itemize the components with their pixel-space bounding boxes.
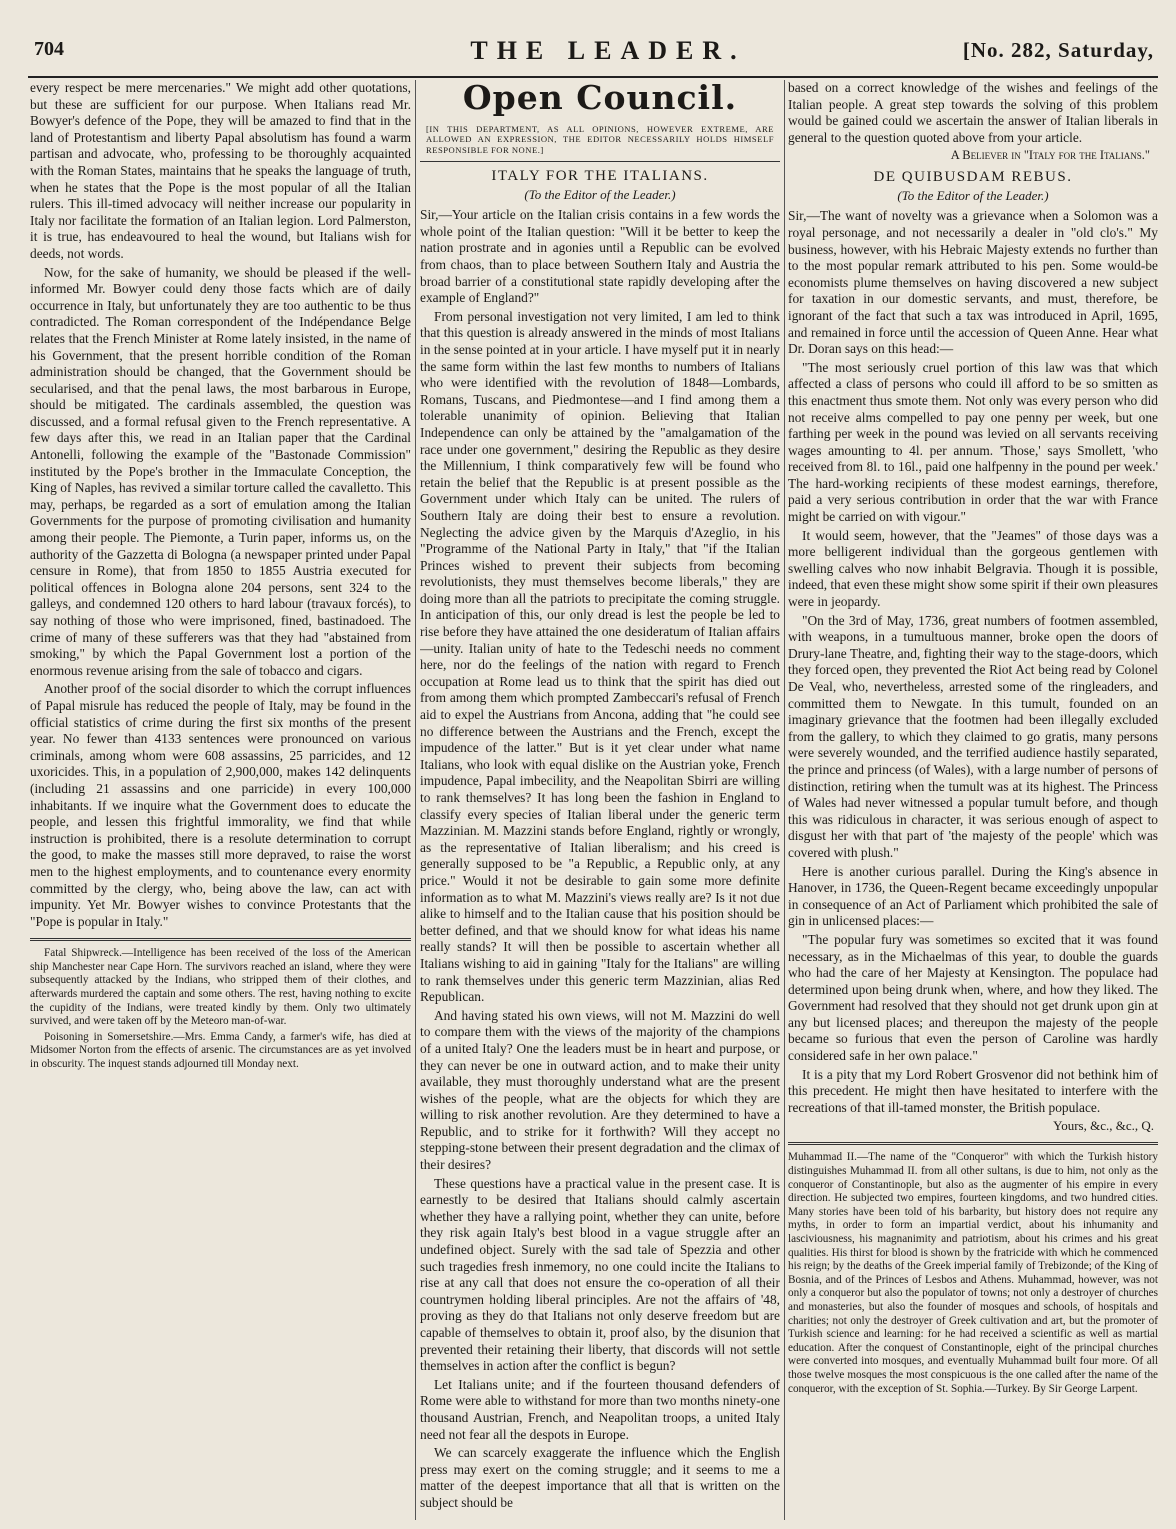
article-paragraph: Sir,—The want of novelty was a grievance when a Solomon was a royal personage, and not necessarily a dealer in "old clo's." My business, however, with his Hebraic Majesty extends no further than to the most popular remark attributed to his pen. Some would-be economists plume themselves on having discovered a new subject for taxation in our domestic servants, and must, therefore, be ignorant of the fact that such a tax was introduced in April, 1695, and remained in force until the accession of Queen Anne. Hear what Dr. Doran says on this head:— [788, 208, 1158, 357]
article-paragraph: From personal investigation not very limited, I am led to think that this question is already answered in the minds of most Italians in the sense pointed at in your article. I have myself put it in nearly the same form within the last few months to numbers of Italians who were identified with the revolution of 1848—Lombards, Romans, Tuscans, and Piedmontese—and I find among them a tolerable unanimity of opinion. Believing that Italian Independence can only be attained by the "amalgamation of the race under one government," desiring the Republic as they desire the Millennium, I think comparatively few will be found who retain the belief that the Republic is at present possible as the Government under which Italy can be united. The rulers of Southern Italy are doing their best to ensure a revolution. Neglecting the advice given by the Marquis d'Azeglio, in his "Programme of the National Party in Italy," that "if the Italian Princes wished to prevent their subjects from becoming revolutionists, they must themselves become liberals," they are doing more than all the patriots to precipitate the coming struggle. In anticipation of this, our only dread is lest the people be led to rise before they have attained the one desideratum of Italian affairs—unity. Italian unity of hate to the Tedeschi needs no comment here, nor do the feelings of the nation with regard to French occupation at Rome lead us to think that the spirit has died out from among them which prompted Zambeccari's refusal of French aid to expel the Austrians from Ancona, adding that "he could see no difference between the Austrians and the French, except the impudence of the latter." But is it yet clear under what name Italians, who look with equal dislike on the Austrian yoke, French impudence, Papal imbecility, and the Neapolitan Sbirri are willing to rank themselves? It has long been the fashion in England to classify every species of Italian liberal under the generic term Mazzinian. M. Mazzini stands before England, rightly or wrongly, as the representative of Italian liberalism; and his creed is generally supposed to be "a Republic, a Republic only, at any price." Would it not be desirable to gain some more definite information as to what M. Mazzini's views really are? Is it not due alike to himself and to the Italian cause that his position should be better defined, and that we should know for what ideas his name really stands? It will then be possible to ascertain whether all Italians wishing to aid in gaining "Italy for the Italians" are willing to rank themselves under this generic term Mazzinian, alias Red Republican. [420, 308, 780, 1005]
column-rule [415, 80, 416, 1520]
news-item-muhammad: Muhammad II.—The name of the "Conqueror" with which the Turkish history distinguishes Muhammad II. from all other sultans, is due to him, not only as the conqueror of Constantinople, but also as the augmenter of his empire in every direction. He subjected two empires, fourteen kingdoms, and two hundred cities. Many stories have been told of his barbarity, but history does not require any myths, in order to form an impartial verdict, about his inhumanity and lasciviousness, his magnanimity and patriotism, about his crimes and his great qualities. His thirst for blood is shown by the fratricide with which he commenced his reign; by the deaths of the Greek imperial family of Trebizonde; of the King of Bosnia, and of the Princes of Lesbos and Athens. Muhammad, however, was not only a conqueror but also the populator of towns; not only a destroyer of churches and monasteries, but also the founder of mosques and schools, of hospitals and charities; not only the destroyer of Greek cultivation and art, but the promoter of Turkish science and learning: for he had received a scientific as well as martial education. After the conquest of Constantinople, eight of the principal churches were converted into mosques, and eventually Muhammad built four more. Of all those twelve mosques the most conspicuous is the one called after the name of the conqueror, with the exception of St. Sophia.—Turkey. By Sir George Larpent. [788, 1151, 1158, 1395]
article-subheading: (To the Editor of the Leader.) [897, 188, 1049, 204]
article-paragraph: Sir,—Your article on the Italian crisis contains in a few words the whole point of the Italian question: "Will it be better to keep the nation prostrate and in agonies until a Republic can be evolved from chaos, than to place between Southern Italy and Austria the broad barrier of a constitutional state rapidly developing after the example of England?" [420, 207, 780, 306]
article-paragraph: Here is another curious parallel. During the King's absence in Hanover, in 1736, the Queen-Regent became exceedingly unpopular in consequence of an Act of Parliament which prohibited the sale of gin in unlicensed places:— [788, 863, 1158, 929]
article-paragraph: based on a correct knowledge of the wishes and feelings of the Italian people. A great step towards the solving of this problem would be gained could we ascertain the answer of Italian liberals in general to the question quoted above from your article. [788, 80, 1158, 145]
article-paragraph: It would seem, however, that the "Jeames" of those days was a more belligerent individual than the gorgeous gentlemen with swelling calves who now inhabit Belgravia. Though it is possible, indeed, that even these might show some spirit if their own pleasures were in jeopardy. [788, 527, 1158, 610]
article-paragraph: It is a pity that my Lord Robert Grosvenor did not bethink him of this precedent. He might then have hesitated to interfere with the recreations of that ill-tamed monster, the British populace. [788, 1066, 1158, 1115]
section-divider [30, 938, 411, 941]
letter-signature: A Believer in "Italy for the Italians." [950, 148, 1150, 163]
news-item-shipwreck: Fatal Shipwreck.—Intelligence has been received of the loss of the American ship Manchester near Cape Horn. The survivors reached an island, where they were subsequently attacked by the Indians, who stripped them of their clothes, and afterwards murdered the captain and some others. The rest, having nothing to excite the cupidity of the Indians, were treated kindly by them. Only two ultimately survived, and were taken off by the Meteoro man-of-war. [30, 947, 411, 1028]
masthead [28, 36, 1158, 78]
editorial-note: [IN THIS DEPARTMENT, AS ALL OPINIONS, HOWEVER EXTREME, ARE ALLOWED AN EXPRESSION, THE EDITOR NECESSARILY HOLDS HIMSELF RESPONSIBLE FOR NONE.] [426, 124, 774, 155]
newspaper-title: THE LEADER. [470, 36, 746, 65]
article-paragraph: Let Italians unite; and if the fourteen thousand defenders of Rome were able to withstand for more than two months ninety-one thousand Austrian, French, and Neapolitan troops, a united Italy need not fear all the despots in Europe. [420, 1376, 780, 1442]
article-paragraph: Now, for the sake of humanity, we should be pleased if the well-informed Mr. Bowyer could deny those facts which are of daily occurrence in Italy, but unfortunately they are too authentic to be thus contradicted. The Roman correspondent of the Indépendance Belge relates that the French Minister at Rome lately insisted, in the name of his Government, that the present horrible condition of the Roman administration should be changed, that the Government should be secularised, and that the penal laws, the most barbarous in Europe, should be mitigated. The cardinals assembled, the question was discussed, and a formal refusal given to the French representative. A few days after this, we read in an Italian paper that the Cardinal Antonelli, following the example of the "Bastonade Commission" instituted by the Pope's brother in the Immaculate Conception, the King of Naples, has revived a similar torture called the cavalletto. This may, perhaps, be regarded as a sort of emulation among the Italian Governments for the purpose of promoting civilisation and humanity among their people. The Piemonte, a Turin paper, informs us, on the authority of the Gazzetta di Bologna (a newspaper printed under Papal censure in Rome), that from 1850 to 1855 Austria executed for political offences in Bologna alone 204 persons, sent 324 to the galleys, and condemned 120 others to hard labour (travaux forcés), to say nothing of those who were imprisoned, fined, bastinadoed. The crime of many of these sufferers was that they had "abstained from smoking," by which the Papal Government lost a portion of the enormous revenue arising from the sale of tobacco and cigars. [30, 264, 411, 678]
section-divider [788, 1142, 1158, 1145]
quoted-paragraph: "On the 3rd of May, 1736, great numbers of footmen assembled, with weapons, in a tumultuous manner, broke open the doors of Drury-lane Theatre, and, fighting their way to the stage-doors, which they forced open, they prevented the Riot Act being read by Colonel De Veal, who, nevertheless, arrested some of the ringleaders, and committed them to Newgate. In this tumult, founded on an imaginary grievance that the footmen had been illegally excluded from the gallery, to which they claimed to go gratis, many persons were severely wounded, and the terrified audience hastily separated, the prince and princess (of Wales), with a large number of persons of distinction, retiring when the tumult was at its highest. The Princess of Wales had never witnessed a popular tumult before, and though this was ridiculous in character, it was serious enough of aspect to disgust her with that part of 'the majesty of the people' which was covered with plush." [788, 612, 1158, 860]
page-number: 704 [34, 38, 64, 60]
quoted-paragraph: "The most seriously cruel portion of this law was that which affected a class of persons who could ill afford to be so smitten as this enactment thus smote them. Not only was every person who did not receive alms compelled to pay one penny per week, but one farthing per week in the pound was levied on all servants receiving wages amounting to 4l. per annum. 'Those,' says Smollett, 'who received from 8l. to 16l., paid one halfpenny in the pound per week.' The hard-working recipients of these modest earnings, therefore, paid a very serious contribution in order that the war with France might be carried on with vigour." [788, 359, 1158, 525]
article-paragraph: And having stated his own views, will not M. Mazzini do well to compare them with the views of the majority of the champions of a united Italy? One the leaders must be in heart and purpose, or they can never be one in outward action, and to make their unity available, they must thoroughly understand what are the present wishes of the people, what are the objects for which they are willing to risk another revolution. Are they determined to have a Republic, and to strike for it forthwith? Will they accept no stepping-stone between their present degradation and the climax of their desires? [420, 1007, 780, 1173]
column-rule [784, 80, 785, 1520]
column-1 [30, 80, 411, 1520]
article-heading: ITALY FOR THE ITALIANS. [491, 168, 709, 185]
quoted-paragraph: "The popular fury was sometimes so excited that it was found necessary, as in the Michaelmas of this year, to double the guards who had the care of her Majesty at Kensington. The populace had determined upon being drunk when, where, and how they liked. The Government had resolved that they should not get drunk upon gin at any but licensed places; and thereupon the majesty of the people became so furious that even the person of Caroline was hardly considered safe in her own palace." [788, 931, 1158, 1064]
column-3 [788, 80, 1158, 1520]
article-heading: DE QUIBUSDAM REBUS. [873, 169, 1073, 186]
article-paragraph: every respect be mere mercenaries." We might add other quotations, but these are sufficient for our purpose. When Italians read Mr. Bowyer's defence of the Pope, they will be amazed to find that in the land of Protestantism and liberty Papal absolutism has found a warm partisan and advocate, who, professing to be thoroughly acquainted with the Roman States, maintains that he speaks the language of truth, when he states that the Pope is the most popular of all the Italian rulers. This ill-timed advocacy will neither increase our popularity in Italy nor facilitate the formation of an Italian legion. Lord Palmerston, it is true, has endeavoured to heal the wound, but Italians wish for deeds, not words. [30, 80, 411, 261]
section-title: Open Council. [462, 80, 738, 117]
divider [420, 161, 780, 162]
article-subheading: (To the Editor of the Leader.) [524, 187, 676, 203]
news-item-poisoning: Poisoning in Somersetshire.—Mrs. Emma Candy, a farmer's wife, has died at Midsomer Norton from the effects of arsenic. The circumstances are as yet involved in obscurity. The inquest stands adjourned till Monday next. [30, 1030, 411, 1071]
article-paragraph: We can scarcely exaggerate the influence which the English press may exert on the coming struggle; and it seems to me a matter of the deepest importance that all that is written on the subject should be [420, 1445, 780, 1510]
issue-info: [No. 282, Saturday, [962, 38, 1154, 62]
article-paragraph: Another proof of the social disorder to which the corrupt influences of Papal misrule has reduced the people of Italy, may be found in the official statistics of crime during the first six months of the present year. No fewer than 4133 sentences were pronounced on various criminals, among whom were 608 assassins, 25 parricides, and 12 uxoricides. This, in a population of 2,900,000, makes 142 delinquents (including 21 assassins and one parricide) in every 100,000 inhabitants. If we inquire what the Government does to educate the people, and lessen this frightful immorality, we find that while instruction is prohibited, there is a resolute determination to corrupt the good, to make the masses still more depraved, to raise the worst men to the highest employments, and to countenance every enormity committed by the clergy, who, being above the law, can act with impunity. Yet Mr. Bowyer wishes to convince Protestants that the "Pope is popular in Italy." [30, 681, 411, 929]
article-paragraph: These questions have a practical value in the present case. It is earnestly to be desired that Italians should calmly ascertain whether they have a rallying point, whether they can unite, before they risk again Italy's best blood in a vague struggle after an undefined object. Surely with the sad tale of Spezzia and other such tragedies fresh inmemory, no one could incite the Italians to rise at any call that does not ensure the co-operation of all their countrymen holding liberal principles. Are not the affairs of '48, proving as they do that Italians not only deserve freedom but are capable of themselves to obtain it, proof also, by the disunion that prevented their retaining their liberty, that discords will not settle themselves in action after the conflict is begun? [420, 1175, 780, 1374]
letter-signature: Yours, &c., &c., Q. [1053, 1118, 1154, 1134]
column-2 [420, 80, 780, 1520]
